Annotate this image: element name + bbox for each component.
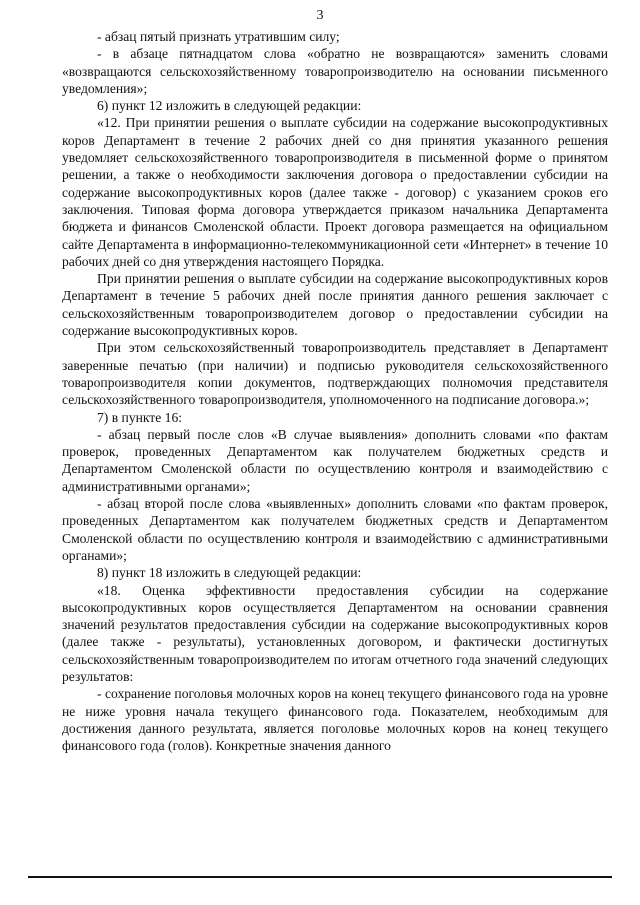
paragraph-punkt-16-first: - абзац первый после слов «В случае выявления» дополнить словами «по фактам проверок, проведенных Департаментом как получателем бюджетных средств и Департаментом Смоленской области по осуществлению контроля и взаимодействию с административными органами»; [62,426,608,494]
paragraph-punkt-18-heading: 8) пункт 18 изложить в следующей редакции: [97,565,362,581]
paragraph-punkt-16-heading: 7) в пункте 16: [97,409,183,425]
paragraph-abzac-pyatnadcatyi: - в абзаце пятнадцатом слова «обратно не возвращаются» заменить словами «возвращаются сельскохозяйственному товаропроизводителю на основании письменного уведомления»; [62,46,608,96]
bottom-rule [28,876,612,878]
paragraph-punkt-18-result: - сохранение поголовья молочных коров на конец текущего финансового года на уровне не ниже уровня начала текущего финансового года. Показателем, необходимым для достижения данного результата, является поголовье молочных коров на конец текущего финансового года (голов). Конкретные значения данного [62,686,608,754]
paragraph-punkt-12-heading: 6) пункт 12 изложить в следующей редакции: [97,98,362,114]
page-number: 3 [316,8,324,23]
paragraph-punkt-12-documents: При этом сельскохозяйственный товаропроизводитель представляет в Департамент заверенные печатью (при наличии) и подписью руководителя сельскохозяйственного товаропроизводителя копии документов, подтверждающих полномочия представителя сельскохозяйственного товаропроизводителя, уполномоченного на подписание договора.»; [62,340,608,408]
paragraph-abzac-pyatyi: - абзац пятый признать утратившим силу; [97,29,340,44]
paragraph-punkt-16-second: - абзац второй после слова «выявленных» дополнить словами «по фактам проверок, проведенных Департаментом как получателем бюджетных средств и Департаментом Смоленской области по осуществлению контроля и взаимодействию с административными органами»; [62,496,608,563]
paragraph-punkt-12-text: «12. При принятии решения о выплате субсидии на содержание высокопродуктивных коров Департамент в течение 2 рабочих дней со дня принятия указанного решения уведомляет сельскохозяйственного товаропроизводителя в письменной форме о принятом решении, а также о необходимости заключения договора о предоставлении субсидии на содержание высокопродуктивных коров (далее также - договор) с указанием сроков его заключения. Типовая форма договора утверждается приказом начальника Департамента бюджета и финансов Смоленской области. Проект договора размещается на официальном сайте Департамента в информационно-телекоммуникационной сети «Интернет» в течение 10 рабочих дней со дня утверждения настоящего Порядка. [62,115,608,269]
paragraph-punkt-18-text: «18. Оценка эффективности предоставления субсидии на содержание высокопродуктивных коров осуществляется Департаментом на основании сравнения значений результатов предоставления субсидии на содержание высокопродуктивных коров (далее также - результаты), установленных договором, и фактически достигнутых сельскохозяйственным товаропроизводителем по итогам отчетного года значений следующих результатов: [62,582,608,684]
document-body [62,28,608,754]
paragraph-punkt-12-contract: При принятии решения о выплате субсидии на содержание высокопродуктивных коров Департамент в течение 5 рабочих дней после принятия данного решения заключает с сельскохозяйственным товаропроизводителем договор о предоставлении субсидии на содержание высокопродуктивных коров. [62,271,608,339]
